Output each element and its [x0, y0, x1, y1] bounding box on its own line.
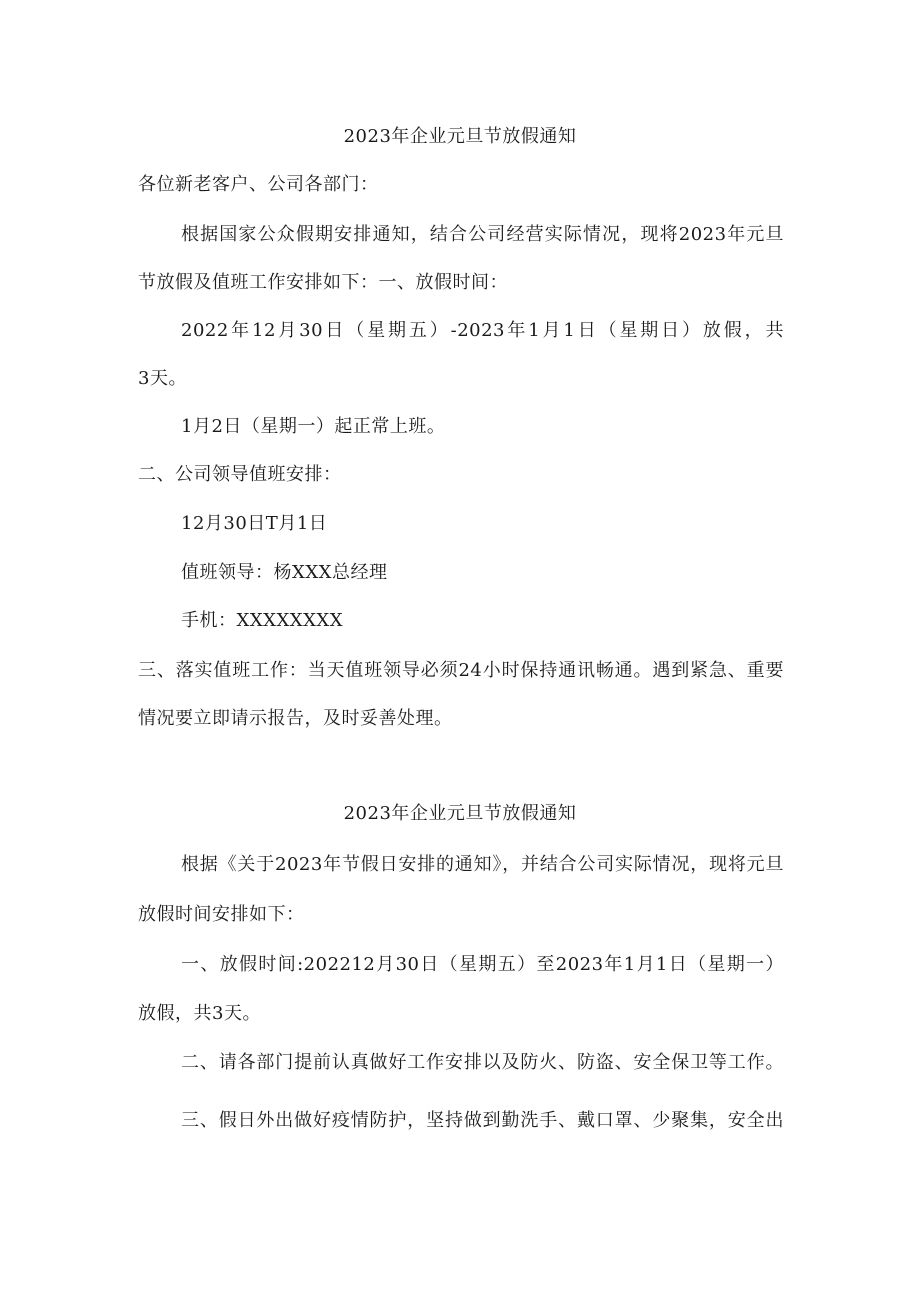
notice1-impl-line1: 三、落实值班工作：当天值班领导必须24小时保持通讯畅通。遇到紧急、重要 — [138, 660, 784, 681]
notice1-duty-heading: 二、公司领导值班安排： — [138, 464, 342, 485]
notice2-intro-line1: 根据《关于2023年节假日安排的通知》，并结合公司实际情况，现将元旦 — [181, 854, 784, 875]
notice1-greeting: 各位新老客户、公司各部门： — [138, 174, 379, 195]
notice2-item3-line1: 三、假日外出做好疫情防护，坚持做到勤洗手、戴口罩、少聚集，安全出 — [181, 1110, 784, 1131]
notice1-duty-leader: 值班领导：杨XXX总经理 — [181, 562, 388, 583]
notice1-resume: 1月2日（星期一）起正常上班。 — [181, 416, 446, 437]
notice2-item2: 二、请各部门提前认真做好工作安排以及防火、防盗、安全保卫等工作。 — [181, 1052, 784, 1073]
notice1-intro-line2: 节放假及值班工作安排如下：一、放假时间： — [138, 272, 508, 293]
notice1-title: 2023年企业元旦节放假通知 — [343, 126, 577, 147]
notice1-duty-phone: 手机：XXXXXXXX — [181, 610, 344, 631]
notice2-item1-line2: 放假，共3天。 — [138, 1003, 261, 1024]
notice2-intro-line2: 放假时间安排如下： — [138, 904, 305, 925]
notice1-duty-dates: 12月30日T月1日 — [181, 513, 328, 534]
notice1-time-line2: 3天。 — [138, 368, 187, 389]
notice1-intro-line1: 根据国家公众假期安排通知，结合公司经营实际情况，现将2023年元旦 — [181, 224, 784, 245]
notice2-title: 2023年企业元旦节放假通知 — [343, 803, 577, 824]
notice1-time-line1: 2022年12月30日（星期五）-2023年1月1日（星期日）放假，共 — [181, 320, 784, 341]
notice2-item1-line1: 一、放假时间:202212月30日（星期五）至2023年1月1日（星期一） — [181, 954, 784, 975]
notice1-impl-line2: 情况要立即请示报告，及时妥善处理。 — [138, 708, 453, 729]
